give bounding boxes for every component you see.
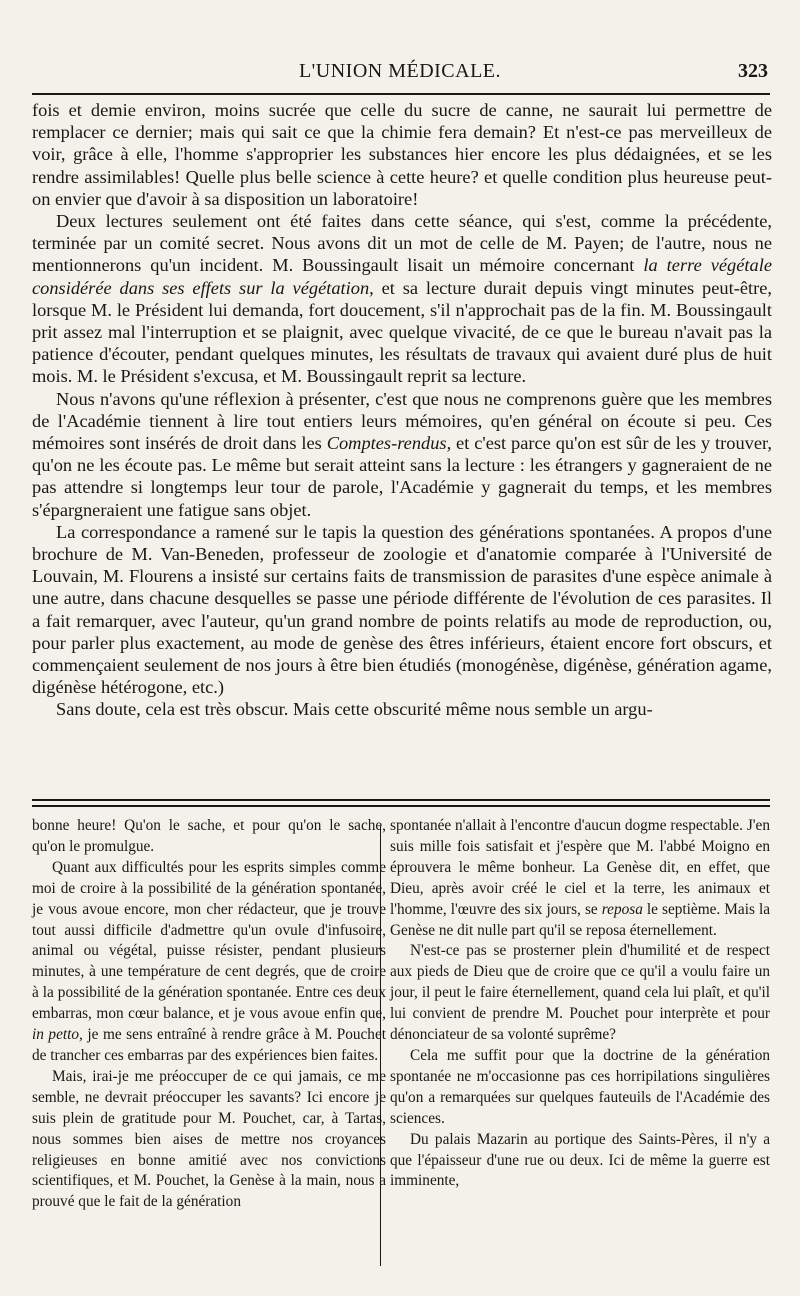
header-rule [32, 93, 770, 95]
page-number: 323 [738, 60, 768, 82]
main-paragraph-2-text-b: et sa lecture durait depuis vingt minutes peut-être, lorsque M. le Président lui demanda, fort doucement, s'il n'approchait pas de la fin. M. Boussingault prit assez mal l'interruption et se plaignit, avec quelque vivacité, de ce que le bureau n'avait pas la patience d'écouter, pendant quelques minutes, les résultats de travaux qui avaient duré plus de huit mois. M. le Président s'excusa, et M. Boussingault reprit sa lecture. [32, 277, 772, 387]
main-article [32, 99, 772, 721]
main-paragraph-3-text-b: et c'est parce qu'on est sûr de les y trouver, qu'on ne les écoute pas. Le même but serait atteint sans la lecture : les étrangers y gagneraient de ne pas attendre si longtemps leur tour de parole, l'Académie y gagnerait du temps, et les membres s'épargneraient une fatigue sans objet. [32, 433, 772, 520]
right-paragraph-1 [390, 816, 770, 941]
left-paragraph-2-italic: in petto, [32, 1026, 83, 1044]
journal-title: L'UNION MÉDICALE. [298, 60, 502, 82]
left-paragraph-3: Mais, irai-je me préoccuper de ce qui jamais, ce me semble, ne devrait préoccuper les savants? Ici encore je suis plein de gratitude pour M. Pouchet, car, à Tartas, nous sommes bien aises de mettre nos croyances religieuses en bonne amitié avec nos convictions scientifiques, et M. Pouchet, la Genèse à la main, nous a prouvé que le fait de la génération [32, 1067, 386, 1211]
right-paragraph-4: Du palais Mazarin au portique des Saints-Pères, il n'y a que l'épaisseur d'une rue ou deux. Ici de même la guerre est imminente, [390, 1130, 770, 1190]
left-paragraph-2-text-a: Quant aux difficultés pour les esprits simples comme moi de croire à la possibilité de la génération spontanée, je vous avoue encore, mon cher rédacteur, que je trouve tout aussi difficile d'admettre qu'un ovule d'infusoire, animal ou végétal, puisse résister, pendant plusieurs minutes, à une température de cent degrés, que de croire à la possibilité de la génération spontanée. Entre ces deux embarras, mon cœur balance, et je vous avoue enfin que, [32, 858, 386, 1023]
main-paragraph-1: fois et demie environ, moins sucrée que celle du sucre de canne, ne saurait lui permettre de remplacer ce dernier; mais qui sait ce que la chimie fera demain? Et n'est-ce pas merveilleux de voir, grâce à elle, l'homme s'approprier les substances hier encore les plus dédaignées, et se les rendre assimilables! Quelle plus belle science à cette heure? et quelle condition plus heureuse peut-on envier que d'avoir à sa disposition un laboratoire! [32, 100, 772, 209]
right-paragraph-1-italic: reposa [601, 900, 643, 918]
main-paragraph-2-italic: la terre végétale considérée dans ses effets sur la végétation, [32, 255, 772, 298]
running-header [30, 58, 770, 86]
main-paragraph-4: La correspondance a ramené sur le tapis la question des générations spontanées. A propos d'une brochure de M. Van-Beneden, professeur de zoologie et d'anatomie comparée à l'Université de Louvain, M. Flourens a insisté sur certains faits de transmission de parasites d'une espèce animale à une autre, dans chacune desquelles se passe une période différente de l'évolution de ces parasites. Il a fait remarquer, avec l'auteur, qu'un grand nombre de points relatifs au mode de reproduction, ou, pour parler plus exactement, au mode de genèse des êtres inférieurs, étaient encore fort obscurs, et commençaient seulement de nos jours à être bien étudiés (monogénèse, digénèse, génération agame, digénèse hétérogone, etc.) [32, 521, 772, 698]
feuilleton-separator [32, 799, 770, 807]
feuilleton-left-column [32, 816, 386, 1213]
column-divider [380, 826, 381, 1266]
left-paragraph-2-text-b: je me sens entraîné à rendre grâce à M. Pouchet de trancher ces embarras par des expériences bien faites. [32, 1026, 386, 1064]
main-paragraph-2 [32, 210, 772, 388]
main-paragraph-2-text-a: Deux lectures seulement ont été faites dans cette séance, qui s'est, comme la précédente, terminée par un comité secret. Nous avons dit un mot de celle de M. Payen; de l'autre, nous ne mentionnerons qu'un incident. M. Boussingault lisait un mémoire concernant [32, 211, 772, 276]
right-paragraph-1-text-a: spontanée n'allait à l'encontre d'aucun dogme respectable. J'en suis mille fois satisfait et j'espère que M. l'abbé Moigno en éprouvera le même bonheur. La Genèse dit, en effet, que Dieu, après avoir créé le ciel et la terre, les animaux et l'homme, l'œuvre des six jours, se [390, 817, 770, 918]
right-paragraph-1-text-b: le septième. Mais la Genèse ne dit nulle part qu'il se reposa éternellement. [390, 900, 771, 939]
left-paragraph-2 [32, 858, 386, 1067]
main-paragraph-5: Sans doute, cela est très obscur. Mais cette obscurité même nous semble un argu- [56, 699, 653, 720]
main-paragraph-3-italic: Comptes-rendus, [326, 433, 452, 454]
main-paragraph-3 [32, 388, 772, 521]
left-paragraph-1: bonne heure! Qu'on le sache, et pour qu'on le sache, qu'on le promulgue. [32, 817, 386, 855]
right-paragraph-2: N'est-ce pas se prosterner plein d'humilité et de respect aux pieds de Dieu que de croire que ce qu'il a voulu faire un jour, il peut le faire éternellement, quand cela lui plaît, et qu'il lui convient de prendre M. Pouchet pour interprète et pour dénonciateur de sa volonté suprême? [390, 942, 770, 1044]
main-paragraph-3-text-a: Nous n'avons qu'une réflexion à présenter, c'est que nous ne comprenons guère que les membres de l'Académie tiennent à lire tout entiers leurs mémoires, qu'en général on écoute si peu. Ces mémoires sont insérés de droit dans les [32, 388, 772, 454]
feuilleton-right-column [390, 816, 770, 1192]
right-paragraph-3: Cela me suffit pour que la doctrine de la génération spontanée ne m'occasionne pas ces horripilations singulières qu'on a remarquées sur quelques fauteuils de l'Académie des sciences. [390, 1046, 770, 1127]
